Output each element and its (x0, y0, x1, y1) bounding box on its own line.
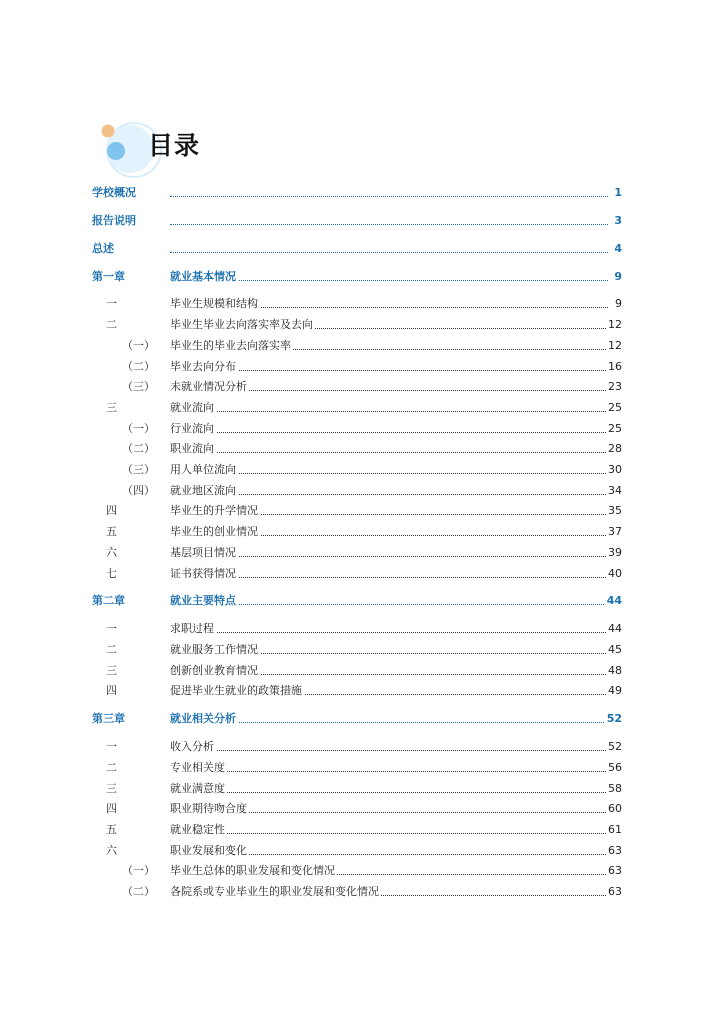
toc-entry-number: 三 (106, 782, 117, 795)
toc-page-number: 56 (608, 761, 622, 774)
toc-entry[interactable] (92, 545, 622, 561)
toc-entry-number: 五 (106, 823, 117, 836)
toc-entry-number: （三） (122, 380, 155, 393)
toc-entry[interactable] (92, 421, 622, 437)
toc-page-number: 12 (608, 339, 622, 352)
toc-entry-label: 就业主要特点 (170, 594, 236, 607)
toc-entry-number: （二） (122, 885, 155, 898)
toc-page-number: 48 (608, 664, 622, 677)
toc-entry-number: 一 (106, 740, 117, 753)
toc-entry-label: 毕业生毕业去向落实率及去向 (170, 318, 313, 331)
toc-entry[interactable] (92, 241, 622, 257)
toc-entry-number: （一） (122, 422, 155, 435)
toc-page-number: 12 (608, 318, 622, 331)
toc-page-number: 23 (608, 380, 622, 393)
toc-entry-label: 就业流向 (170, 401, 214, 414)
toc-entry-number: 二 (106, 761, 117, 774)
page-title: 目录 (148, 131, 201, 160)
toc-dot-leader (170, 452, 608, 453)
toc-entry-number: 四 (106, 802, 117, 815)
toc-entry[interactable] (92, 663, 622, 679)
toc-entry-label: 职业期待吻合度 (170, 802, 247, 815)
toc-entry-label: 基层项目情况 (170, 546, 236, 559)
toc-entry-label: 就业稳定性 (170, 823, 225, 836)
toc-entry-label: 职业流向 (170, 442, 214, 455)
toc-page-number: 52 (608, 740, 622, 753)
toc-dot-leader (170, 833, 608, 834)
toc-page-number: 35 (608, 504, 622, 517)
toc-entry-label: 各院系或专业毕业生的职业发展和变化情况 (170, 885, 379, 898)
toc-page-number: 16 (608, 360, 622, 373)
toc-entry-label: 毕业去向分布 (170, 360, 236, 373)
toc-dot-leader (170, 252, 608, 253)
toc-page-number: 30 (608, 463, 622, 476)
toc-entry-label: 毕业生的升学情况 (170, 504, 258, 517)
toc-entry[interactable] (92, 760, 622, 776)
toc-page-number: 1 (614, 186, 622, 199)
toc-dot-leader (170, 224, 608, 225)
toc-dot-leader (170, 792, 608, 793)
toc-entry-number: （三） (122, 463, 155, 476)
toc-page-number: 28 (608, 442, 622, 455)
toc-entry-label: 就业地区流向 (170, 484, 236, 497)
toc-entry[interactable] (92, 379, 622, 395)
toc-entry[interactable] (92, 269, 622, 285)
toc-page-number: 45 (608, 643, 622, 656)
toc-entry[interactable] (92, 683, 622, 699)
toc-entry-label: 毕业生的创业情况 (170, 525, 258, 538)
toc-page-number: 44 (606, 594, 622, 607)
toc-entry-label: 就业服务工作情况 (170, 643, 258, 656)
toc-entry-label: 促进毕业生就业的政策措施 (170, 684, 302, 697)
toc-entry-number: 七 (106, 567, 117, 580)
toc-entry-number: 六 (106, 546, 117, 559)
toc-entry-label: 用人单位流向 (170, 463, 236, 476)
toc-entry-number: （二） (122, 360, 155, 373)
toc-entry-number: （一） (122, 864, 155, 877)
toc-dot-leader (170, 432, 608, 433)
toc-entry-label: 证书获得情况 (170, 567, 236, 580)
toc-page-number: 44 (608, 622, 622, 635)
toc-entry-number: 三 (106, 401, 117, 414)
toc-entry-label: 求职过程 (170, 622, 214, 635)
toc-entry-label: 就业基本情况 (170, 270, 236, 283)
toc-entry-number: 五 (106, 525, 117, 538)
toc-entry-label: 毕业生总体的职业发展和变化情况 (170, 864, 335, 877)
toc-entry[interactable] (92, 566, 622, 582)
toc-entry-label: 毕业生的毕业去向落实率 (170, 339, 291, 352)
toc-dot-leader (170, 750, 608, 751)
toc-entry-number: （一） (122, 339, 155, 352)
toc-entry[interactable] (92, 524, 622, 540)
toc-entry-number: 报告说明 (92, 214, 136, 227)
toc-page-number: 63 (608, 844, 622, 857)
toc-entry[interactable] (92, 483, 622, 499)
toc-entry[interactable] (92, 185, 622, 201)
toc-entry[interactable] (92, 317, 622, 333)
toc-entry[interactable] (92, 822, 622, 838)
toc-entry-label: 专业相关度 (170, 761, 225, 774)
toc-entry-label: 未就业情况分析 (170, 380, 247, 393)
toc-dot-leader (170, 196, 608, 197)
toc-entry-number: （二） (122, 442, 155, 455)
toc-page-number: 25 (608, 401, 622, 414)
toc-entry[interactable] (92, 884, 622, 900)
toc-entry[interactable] (92, 781, 622, 797)
toc-entry-number: 二 (106, 643, 117, 656)
toc-page-number: 4 (614, 242, 622, 255)
toc-entry-number: 总述 (92, 242, 114, 255)
toc-entry[interactable] (92, 801, 622, 817)
toc-page-number: 9 (614, 270, 622, 283)
toc-entry[interactable] (92, 593, 622, 609)
toc-entry[interactable] (92, 739, 622, 755)
toc-page-number: 34 (608, 484, 622, 497)
toc-page-number: 40 (608, 567, 622, 580)
toc-entry-number: 学校概况 (92, 186, 136, 199)
toc-entry[interactable] (92, 621, 622, 637)
toc-entry[interactable] (92, 863, 622, 879)
toc-entry[interactable] (92, 359, 622, 375)
toc-entry-label: 就业满意度 (170, 782, 225, 795)
toc-page-number: 61 (608, 823, 622, 836)
toc-page-number: 52 (606, 712, 622, 725)
toc-entry-number: （四） (122, 484, 155, 497)
toc-entry-number: 一 (106, 622, 117, 635)
toc-entry[interactable] (92, 338, 622, 354)
toc-entry[interactable] (92, 503, 622, 519)
toc-entry-label: 创新创业教育情况 (170, 664, 258, 677)
toc-dot-leader (170, 632, 608, 633)
toc-entry-number: 六 (106, 844, 117, 857)
toc-dot-leader (170, 411, 608, 412)
toc-page-number: 63 (608, 864, 622, 877)
toc-page-number: 3 (614, 214, 622, 227)
toc-entry-number: 第三章 (92, 712, 125, 725)
toc-page-number: 60 (608, 802, 622, 815)
toc-page-number: 39 (608, 546, 622, 559)
toc-entry[interactable] (92, 213, 622, 229)
toc-page-number: 9 (615, 297, 622, 310)
toc-entry[interactable] (92, 843, 622, 859)
toc-entry-label: 职业发展和变化 (170, 844, 247, 857)
toc-entry[interactable] (92, 462, 622, 478)
toc-entry[interactable] (92, 400, 622, 416)
toc-entry-number: 三 (106, 664, 117, 677)
toc-page-number: 37 (608, 525, 622, 538)
toc-entry[interactable] (92, 642, 622, 658)
toc-entry-label: 收入分析 (170, 740, 214, 753)
toc-page-number: 58 (608, 782, 622, 795)
toc-page-number: 49 (608, 684, 622, 697)
toc-entry-number: 二 (106, 318, 117, 331)
toc-entry-number: 第一章 (92, 270, 125, 283)
toc-page-number: 25 (608, 422, 622, 435)
toc-page-number: 63 (608, 885, 622, 898)
toc-entry-label: 毕业生规模和结构 (170, 297, 258, 310)
toc-dot-leader (170, 771, 608, 772)
toc-entry-number: 第二章 (92, 594, 125, 607)
toc-entry[interactable] (92, 296, 622, 312)
toc-entry[interactable] (92, 711, 622, 727)
toc-entry-label: 就业相关分析 (170, 712, 236, 725)
toc-entry-number: 四 (106, 504, 117, 517)
toc-entry[interactable] (92, 441, 622, 457)
toc-entry-label: 行业流向 (170, 422, 214, 435)
toc-entry-number: 四 (106, 684, 117, 697)
toc-entry-number: 一 (106, 297, 117, 310)
